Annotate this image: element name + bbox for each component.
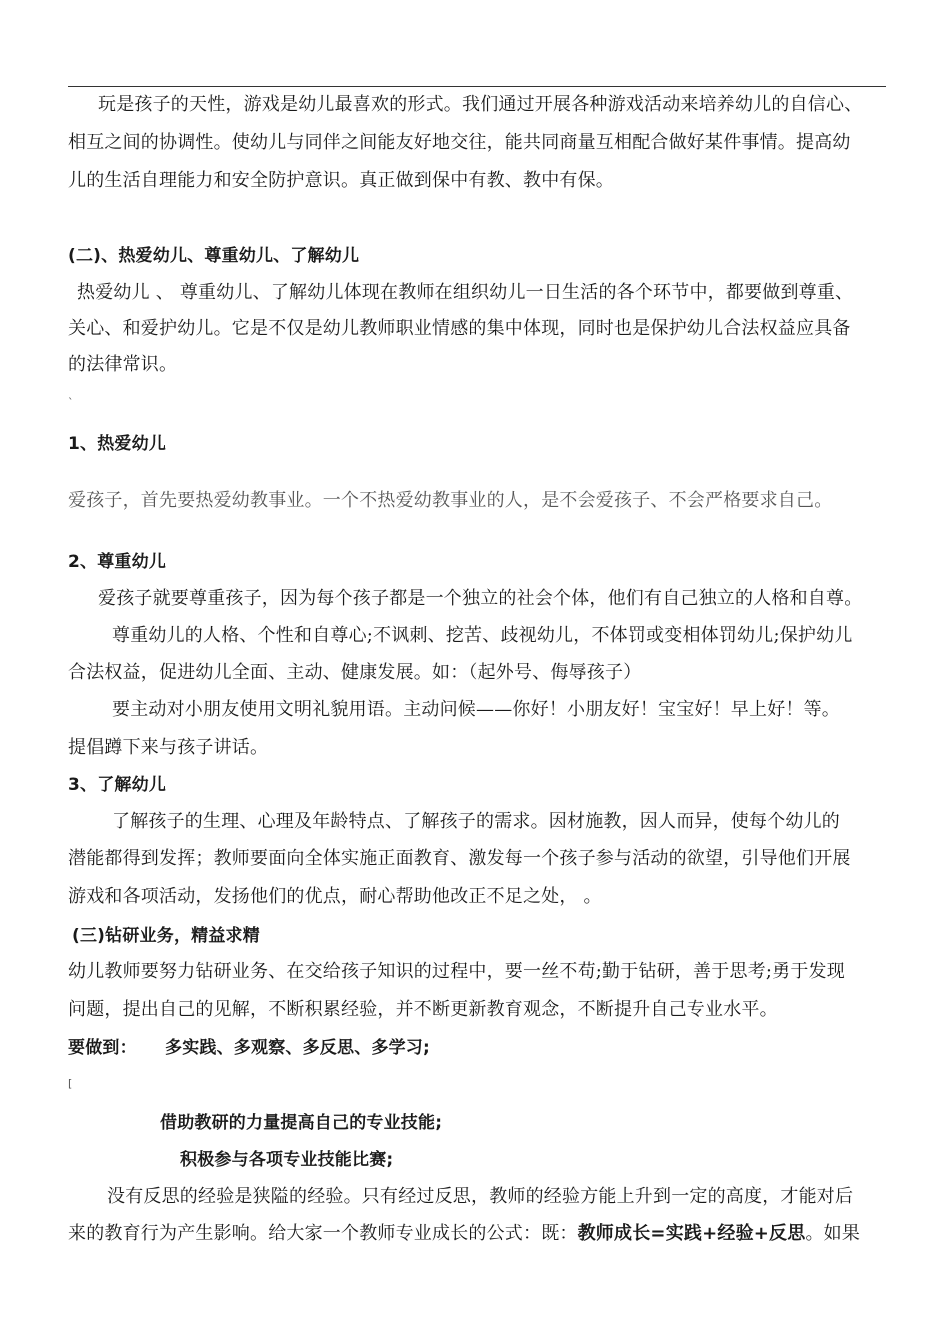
subsection-2-line-5: 提倡蹲下来与孩子讲话。 xyxy=(68,737,269,758)
section-2-line-2: 关心、和爱护幼儿。它是不仅是幼儿教师职业情感的集中体现，同时也是保护幼儿合法权益应具备 xyxy=(68,318,851,339)
section-2-heading: (二)、热爱幼儿、尊重幼儿、了解幼儿 xyxy=(68,246,360,266)
subsection-2-line-4: 要主动对小朋友使用文明礼貌用语。主动问候——你好！小朋友好！宝宝好！早上好！等。 xyxy=(112,699,840,720)
header-rule xyxy=(68,86,886,87)
section-2-line-3: 的法律常识。 xyxy=(68,354,178,375)
intro-line-2: 相互之间的协调性。使幼儿与同伴之间能友好地交往，能共同商量互相配合做好某件事情。提高幼 xyxy=(68,132,851,153)
subsection-1-line-1: 爱孩子，首先要热爱幼教事业。一个不热爱幼教事业的人，是不会爱孩子、不会严格要求自己。 xyxy=(68,490,833,511)
subsection-3-line-2: 潜能都得到发挥；教师要面向全体实施正面教育、激发每一个孩子参与活动的欲望，引导他们开展 xyxy=(68,848,851,869)
intro-line-1: 玩是孩子的天性，游戏是幼儿最喜欢的形式。我们通过开展各种游戏活动来培养幼儿的自信心、 xyxy=(98,94,863,115)
todo-label: 要做到： xyxy=(68,1038,137,1058)
subsection-3-line-1: 了解孩子的生理、心理及年龄特点、了解孩子的需求。因材施教，因人而异，使每个幼儿的 xyxy=(112,811,840,832)
section-3-line-3: 没有反思的经验是狭隘的经验。只有经过反思，教师的经验方能上升到一定的高度，才能对后 xyxy=(107,1186,854,1207)
subsection-2-heading: 2、尊重幼儿 xyxy=(68,552,167,572)
subsection-3-line-3: 游戏和各项活动，发扬他们的优点，耐心帮助他改正不足之处， 。 xyxy=(68,886,602,907)
subsection-3-heading: 3、了解幼儿 xyxy=(68,775,167,795)
section-3-line-2: 问题，提出自己的见解，不断积累经验，并不断更新教育观念，不断提升自己专业水平。 xyxy=(68,999,778,1020)
point-1: 借助教研的力量提高自己的专业技能; xyxy=(160,1113,443,1133)
point-2: 积极参与各项专业技能比赛; xyxy=(180,1150,394,1170)
section-3-line-1: 幼儿教师要努力钻研业务、在交给孩子知识的过程中，要一丝不苟;勤于钻研，善于思考;勇于发现 xyxy=(68,961,845,982)
growth-formula: 教师成长=实践+经验+反思 xyxy=(577,1223,806,1244)
intro-line-3: 儿的生活自理能力和安全防护意识。真正做到保中有教、教中有保。 xyxy=(68,170,614,191)
section-3-line-4 xyxy=(68,1222,860,1246)
subsection-2-line-1: 爱孩子就要尊重孩子，因为每个孩子都是一个独立的社会个体，他们有自己独立的人格和自尊。 xyxy=(98,588,863,609)
stray-mark-1: ` xyxy=(68,396,74,409)
section-3-heading: (三)钻研业务，精益求精 xyxy=(72,926,260,946)
subsection-1-heading: 1、热爱幼儿 xyxy=(68,434,167,454)
stray-mark-2: [ xyxy=(68,1077,73,1090)
subsection-2-line-3: 合法权益，促进幼儿全面、主动、健康发展。如：（起外号、侮辱孩子） xyxy=(68,662,642,683)
todo-items: 多实践、多观察、多反思、多学习; xyxy=(165,1038,430,1058)
subsection-2-line-2: 尊重幼儿的人格、个性和自尊心;不讽刺、挖苦、歧视幼儿，不体罚或变相体罚幼儿;保护幼儿 xyxy=(112,625,853,646)
line-4-suffix: 。如果 xyxy=(805,1223,861,1244)
line-4-prefix: 来的教育行为产生影响。给大家一个教师专业成长的公式：既： xyxy=(68,1223,578,1244)
section-2-line-1: 热爱幼儿 、 尊重幼儿、了解幼儿体现在教师在组织幼儿一日生活的各个环节中，都要做到尊重、 xyxy=(77,282,854,303)
